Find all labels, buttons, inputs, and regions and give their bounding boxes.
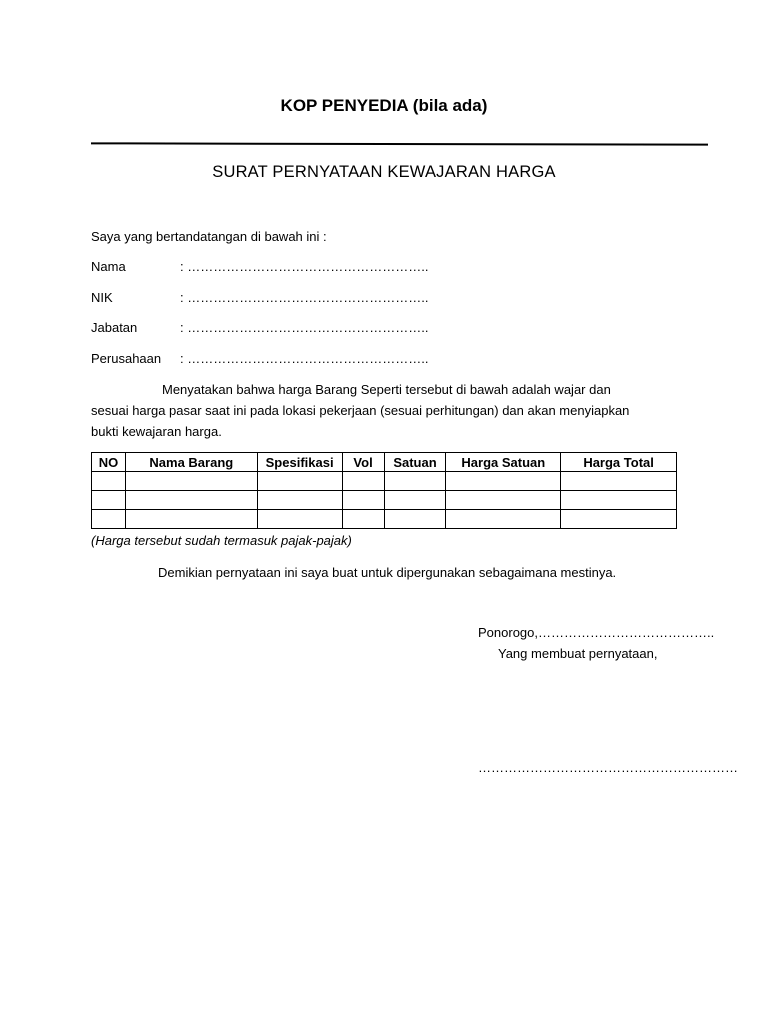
table-cell <box>561 472 677 491</box>
table-cell <box>257 491 342 510</box>
statement-line-3: bukti kewajaran harga. <box>91 424 222 439</box>
signature-role: Yang membuat pernyataan, <box>498 646 658 661</box>
table-cell <box>342 472 384 491</box>
price-table <box>91 452 677 529</box>
statement-line-2: sesuai harga pasar saat ini pada lokasi pekerjaan (sesuai perhitungan) dan akan menyiapkan <box>91 403 630 418</box>
table-cell <box>125 472 257 491</box>
table-row <box>92 510 677 529</box>
field-label-nama: Nama <box>91 259 126 274</box>
signature-place-date: Ponorogo,………………………………….. <box>478 625 715 640</box>
table-row <box>92 472 677 491</box>
table-cell <box>92 491 126 510</box>
letterhead-divider <box>91 142 708 145</box>
table-cell <box>561 510 677 529</box>
closing-statement: Demikian pernyataan ini saya buat untuk dipergunakan sebagaimana mestinya. <box>158 565 617 580</box>
document-title: SURAT PERNYATAAN KEWAJARAN HARGA <box>212 163 556 181</box>
column-header-satuan: Satuan <box>384 453 446 472</box>
field-value-perusahaan: : ……………………………………………….. <box>180 351 429 366</box>
table-cell <box>384 491 446 510</box>
letterhead-title: KOP PENYEDIA (bila ada) <box>280 96 488 115</box>
field-label-perusahaan: Perusahaan <box>91 351 162 366</box>
column-header-nama-barang: Nama Barang <box>125 453 257 472</box>
table-cell <box>446 491 561 510</box>
field-value-nik: : ……………………………………………….. <box>180 290 429 305</box>
field-value-jabatan: : ……………………………………………….. <box>180 320 429 335</box>
table-cell <box>446 510 561 529</box>
table-cell <box>257 510 342 529</box>
table-cell <box>125 510 257 529</box>
column-header-vol: Vol <box>342 453 384 472</box>
column-header-harga-total: Harga Total <box>561 453 677 472</box>
table-cell <box>125 491 257 510</box>
table-cell <box>342 510 384 529</box>
table-cell <box>384 510 446 529</box>
tax-note: (Harga tersebut sudah termasuk pajak-pajak) <box>91 533 352 548</box>
column-header-no: NO <box>92 453 126 472</box>
table-row <box>92 491 677 510</box>
column-header-spesifikasi: Spesifikasi <box>257 453 342 472</box>
intro-text: Saya yang bertandatangan di bawah ini : <box>91 229 327 244</box>
table-cell <box>92 472 126 491</box>
table-cell <box>561 491 677 510</box>
field-label-nik: NIK <box>91 290 113 305</box>
field-label-jabatan: Jabatan <box>91 320 138 335</box>
column-header-harga-satuan: Harga Satuan <box>446 453 561 472</box>
table-header-row <box>92 453 677 472</box>
statement-line-1: Menyatakan bahwa harga Barang Seperti tersebut di bawah adalah wajar dan <box>162 382 611 397</box>
field-value-nama: : ……………………………………………….. <box>180 259 429 274</box>
table-cell <box>446 472 561 491</box>
table-cell <box>384 472 446 491</box>
table-cell <box>342 491 384 510</box>
signature-name-line: …………………………………………………… <box>478 760 738 775</box>
table-cell <box>257 472 342 491</box>
table-cell <box>92 510 126 529</box>
